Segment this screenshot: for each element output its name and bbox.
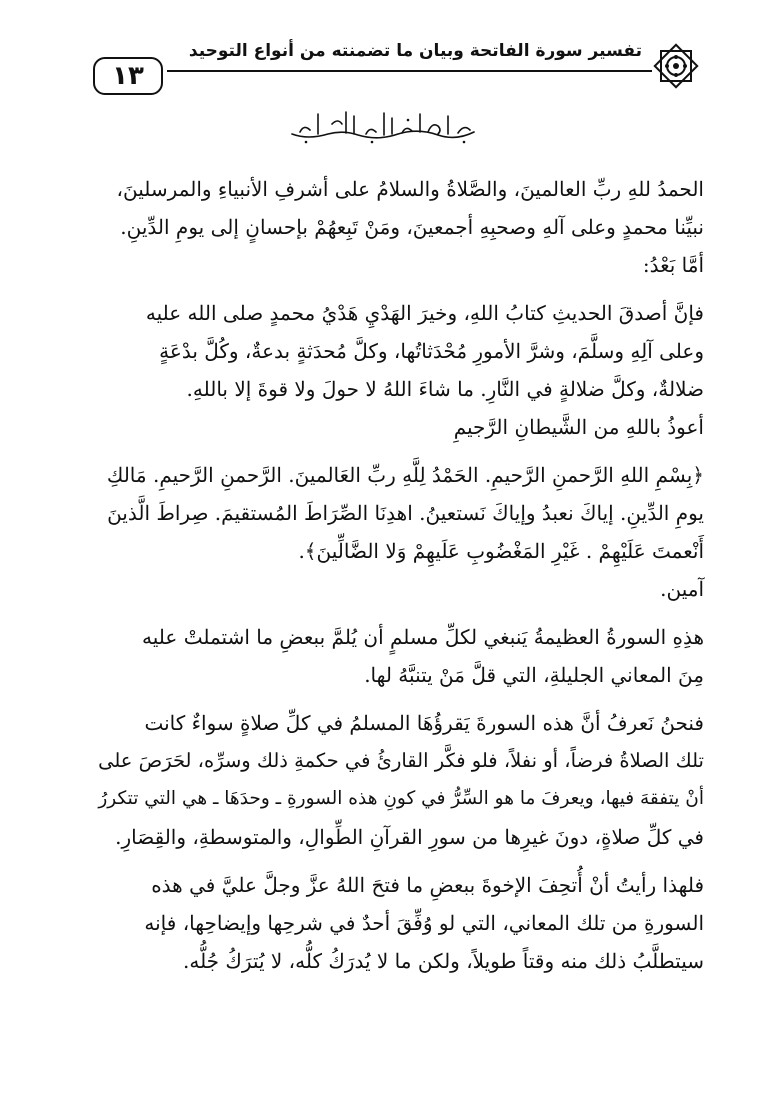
- text-line: أعوذُ باللهِ من الشَّيطانِ الرَّجيمِ: [453, 415, 704, 439]
- text-line: أَنْعمتَ عَلَيْهِمْ . غَيْرِ المَغْضُوبِ عَلَيهِمْ وَلا الضَّالِّينَ﴾.: [298, 539, 704, 563]
- text-line: فنحنُ نَعرفُ أنَّ هذه السورةَ يَقرؤُهَا المسلمُ في كلِّ صلاةٍ سواءٌ كانت: [144, 711, 704, 735]
- text-line: فلهذا رأيتُ أنْ أُتحِفَ الإخوةَ ببعضِ ما فتحَ اللهُ عزَّ وجلَّ عليَّ في هذه: [151, 873, 704, 897]
- body-text: [92, 170, 704, 980]
- paragraph: [92, 294, 704, 408]
- text-line: سيتطلَّبُ ذلك منه وقتاً طويلاً، ولكن ما لا يُدرَكُ كلُّه، لا يُترَكُ جُلُّه.: [182, 949, 704, 973]
- text-line: ﴿بِسْمِ اللهِ الرَّحمنِ الرَّحيمِ. الحَمْدُ لِلَّهِ ربِّ العَالمينَ. الرَّحمنِ الرَّحيمِ. مَالكِ: [106, 463, 704, 487]
- text-line: في كلِّ صلاةٍ، دونَ غيرِها من سورِ القرآنِ الطِّوالِ، والمتوسطةِ، والقِصَارِ.: [115, 825, 704, 849]
- text-line: فإنَّ أصدقَ الحديثِ كتابُ اللهِ، وخيرَ الهَدْيِ هَدْيُ محمدٍ صلى الله عليه: [145, 301, 704, 325]
- text-line: الحمدُ للهِ ربِّ العالمينَ، والصَّلاةُ والسلامُ على أشرفِ الأنبياءِ والمرسلينَ،: [116, 177, 704, 201]
- paragraph: [92, 246, 704, 284]
- text-line: يومِ الدِّينِ. إياكَ نعبدُ وإياكَ نَستعينُ. اهدِنَا الصِّرَاطَ المُستقيمَ. صِراطَ الَّذينَ: [107, 501, 704, 525]
- paragraph: [92, 704, 704, 856]
- text-line: هذِهِ السورةُ العظيمةُ يَنبغي لكلِّ مسلمٍ أن يُلمَّ ببعضِ ما اشتملتْ عليه: [142, 625, 704, 649]
- eight-point-star-ornament-icon: [650, 40, 702, 92]
- paragraph: [92, 170, 704, 246]
- text-line: السورةِ من تلك المعاني، التي لو وُفِّقَ أحدٌ في شرحِها وإيضاحِها، فإنه: [144, 911, 704, 935]
- paragraph: [92, 618, 704, 694]
- basmala-calligraphy: [288, 104, 478, 148]
- text-line: أنْ يتفقهَ فيها، ويعرفَ ما هو السِّرُّ في كونِ هذه السورةِ ـ وحدَهَا ـ هي التي تتكررُ: [98, 788, 704, 809]
- text-line: ضلالةٌ، وكلَّ ضلالةٍ في النَّارِ. ما شاءَ اللهُ لا حولَ ولا قوةَ إلا باللهِ.: [186, 377, 704, 401]
- text-line: وعلى آلِهِ وسلَّمَ، وشرَّ الأمورِ مُحْدَثاتُها، وكلَّ مُحدَثةٍ بدعةٌ، وكُلَّ بدْعَةٍ: [159, 339, 704, 363]
- text-line: أمَّا بَعْدُ:: [642, 253, 704, 277]
- text-line: نبيِّنا محمدٍ وعلى آلهِ وصحبِهِ أجمعينَ، ومَنْ تَبِعهُمْ بإحسانٍ إلى يومِ الدِّينِ.: [120, 215, 704, 239]
- page-number-box: [93, 57, 163, 95]
- paragraph: [92, 456, 704, 570]
- page-number: ١٣: [112, 61, 144, 91]
- header-rule: [167, 70, 652, 72]
- text-line: آمين.: [660, 577, 704, 601]
- text-line: مِنَ المعاني الجليلةِ، التي قلَّ مَنْ يتنبَّهُ لها.: [364, 663, 704, 687]
- text-line: تلك الصلاةُ فرضاً، أو نفلاً، فلو فكَّر القارئُ في حكمةِ ذلك وسرِّه، لحَرَصَ على: [98, 749, 704, 772]
- paragraph: [92, 866, 704, 980]
- running-title: تفسير سورة الفاتحة وبيان ما تضمنته من أنواع التوحيد: [188, 41, 642, 61]
- paragraph: [92, 570, 704, 608]
- paragraph: [92, 408, 704, 446]
